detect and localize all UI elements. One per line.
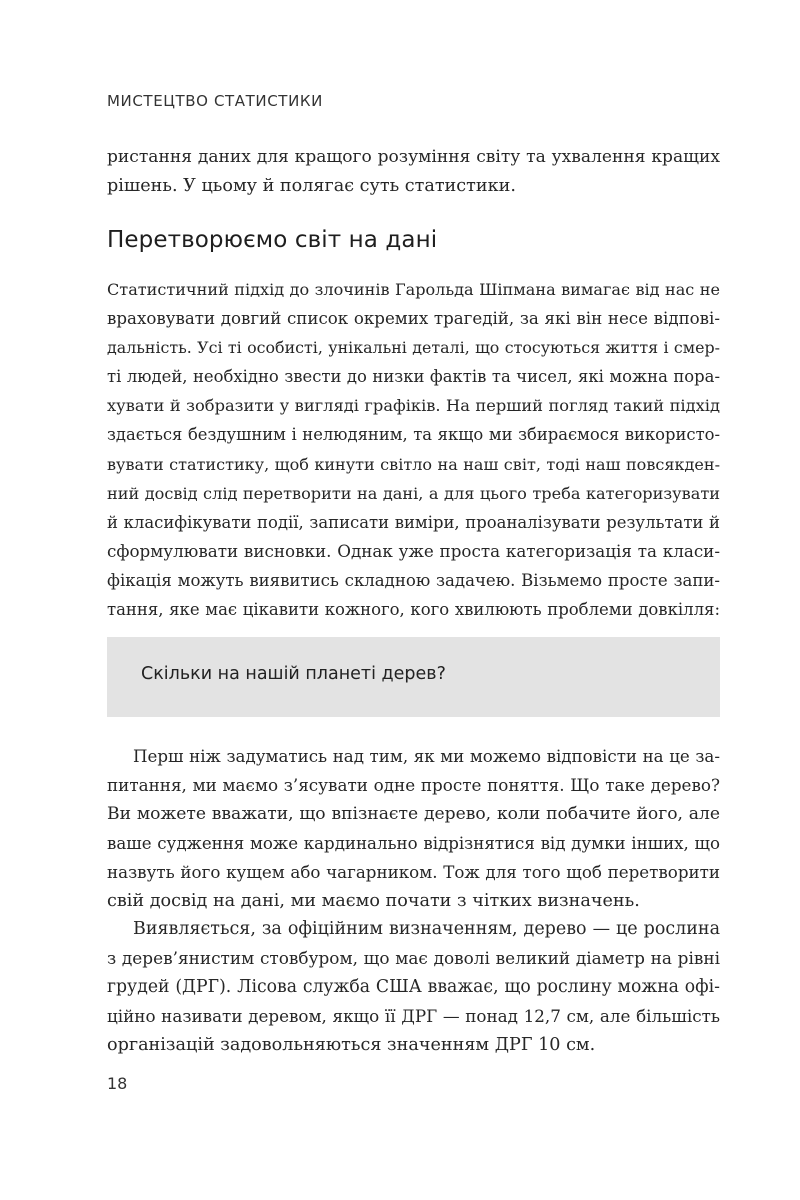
text-line: ваше судження може кардинально відрізнятися від думки інших, що <box>107 834 720 854</box>
paragraph-2 <box>107 742 720 917</box>
callout-question: Скільки на нашій планеті дерев? <box>141 664 446 684</box>
text-line: організацій задовольняються значенням ДРГ 10 см. <box>107 1035 596 1056</box>
running-head: МИСТЕЦТВО СТАТИСТИКИ <box>107 92 323 110</box>
text-line: ристання даних для кращого розуміння світу та ухвалення кращих <box>107 147 720 167</box>
text-line: питання, ми маємо з’ясувати одне просте поняття. Що таке дерево? <box>107 775 720 796</box>
intro-paragraph <box>107 143 720 201</box>
text-line: ційно називати деревом, якщо її ДРГ — понад 12,7 см, але більшість <box>107 1006 720 1027</box>
text-line: Ви можете вважати, що впізнаєте дерево, коли побачите його, але <box>107 804 720 825</box>
section-title: Перетворюємо світ на дані <box>107 227 438 253</box>
text-line: хувати й зобразити у вигляді графіків. На перший погляд такий підхід <box>107 396 720 416</box>
text-line: ті людей, необхідно звести до низки фактів та чисел, які можна пора- <box>107 367 720 387</box>
text-line: назвуть його кущем або чагарником. Тож для того щоб перетворити <box>107 862 720 883</box>
text-line: тання, яке має цікавити кожного, кого хвилюють проблеми довкілля: <box>107 600 720 620</box>
text-line: сформулювати висновки. Однак уже проста категоризація та класи- <box>107 540 720 561</box>
callout-box <box>107 637 720 717</box>
text-line: рішень. У цьому й полягає суть статистики. <box>107 176 516 197</box>
text-line: грудей (ДРГ). Лісова служба США вважає, що рослину можна офі- <box>107 977 720 998</box>
text-line: з дерев’янистим стовбуром, що має доволі великий діаметр на рівні <box>107 948 720 969</box>
text-line: свій досвід на дані, ми маємо почати з чітких визначень. <box>107 891 640 912</box>
paragraph-3 <box>107 915 720 1060</box>
text-line: Статистичний підхід до злочинів Гарольда Шіпмана вимагає від нас не <box>107 280 720 299</box>
text-line: враховувати довгий список окремих трагедій, за які він несе відпові- <box>107 309 720 329</box>
text-line: вувати статистику, щоб кинути світло на наш світ, тоді наш повсякден- <box>107 454 720 474</box>
text-line: Перш ніж задуматись над тим, як ми можемо відповісти на це за- <box>133 747 720 766</box>
text-line: здається бездушним і нелюдяним, та якщо ми збираємося використо- <box>107 425 720 445</box>
text-line: фікація можуть виявитись складною задачею. Візьмемо просте запи- <box>107 570 720 590</box>
text-line: ний досвід слід перетворити на дані, а для цього треба категоризувати <box>107 483 720 503</box>
text-line: й класифікувати події, записати виміри, проаналізувати результати й <box>107 512 720 532</box>
text-line: Виявляється, за офіційним визначенням, дерево — це рослина <box>133 919 720 939</box>
paragraph-1 <box>107 275 720 624</box>
page-number: 18 <box>107 1074 128 1093</box>
text-line: дальність. Усі ті особисті, унікальні деталі, що стосуються життя і смер- <box>107 338 720 358</box>
